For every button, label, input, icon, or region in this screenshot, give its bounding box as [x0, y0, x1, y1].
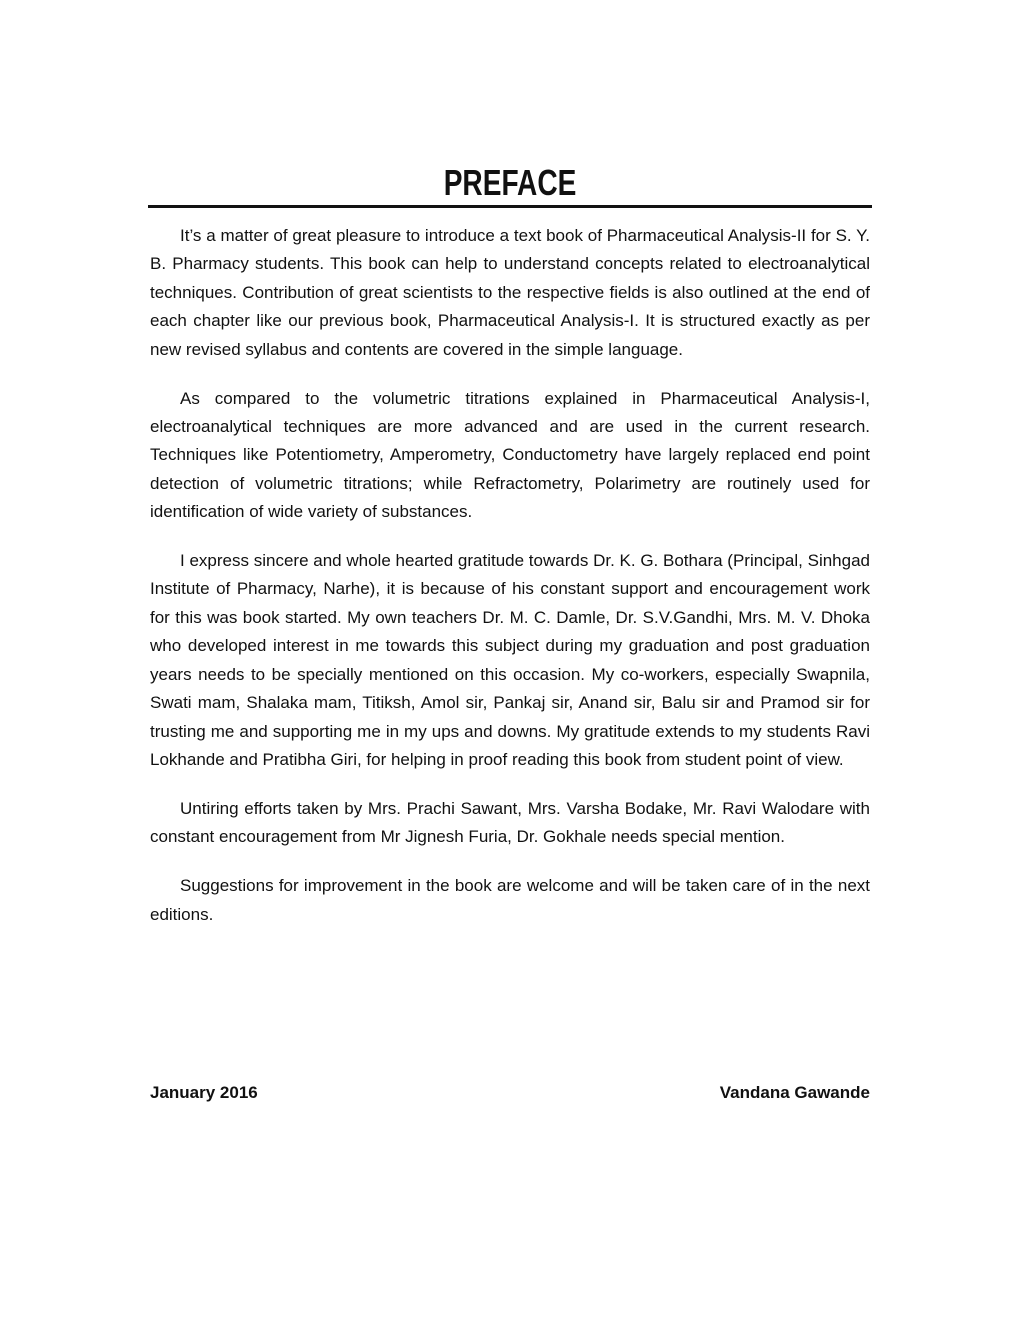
paragraph: Untiring efforts taken by Mrs. Prachi Sawant, Mrs. Varsha Bodake, Mr. Ravi Walodare with constant encouragement from Mr Jignesh Furia, Dr. Gokhale needs special mention. [150, 798, 870, 847]
paragraph: I express sincere and whole hearted gratitude towards Dr. K. G. Bothara (Principal, Sinhgad Institute of Pharmacy, Narhe), it is because of his constant support and encouragement work for this was book started. My own teachers Dr. M. C. Damle, Dr. S.V.Gandhi, Mrs. M. V. Dhoka who developed interest in me towards this subject during my graduation and post graduation years needs to be specially mentioned on this occasion. My co-workers, especially Swapnila, Swati mam, Shalaka mam, Titiksh, Amol sir, Pankaj sir, Anand sir, Balu sir and Pramod sir for trusting me and supporting me in my ups and downs. My gratitude extends to my students Ravi Lokhande and Pratibha Giri, for helping in proof reading this book from student point of view. [150, 551, 870, 769]
page-title: PREFACE [443, 162, 577, 203]
title-divider [148, 205, 872, 208]
paragraph: As compared to the volumetric titrations explained in Pharmaceutical Analysis-I, electroanalytical techniques are more advanced and are used in the current research. Techniques like Potentiometry, Amperometry, Conductometry have largely replaced end point detection of volumetric titrations; while Refractometry, Polarimetry are routinely used for identification of wide variety of substances. [150, 388, 870, 522]
paragraph: It’s a matter of great pleasure to introduce a text book of Pharmaceutical Analysis-II for S. Y. B. Pharmacy students. This book can help to understand concepts related to electroanalytical techniques. Contribution of great scientists to the respective fields is also outlined at the end of each chapter like our previous book, Pharmaceutical Analysis-I. It is structured exactly as per new revised syllabus and contents are covered in the simple language. [150, 226, 870, 359]
paragraph: Suggestions for improvement in the book are welcome and will be taken care of in the next editions. [150, 876, 870, 924]
preface-body [150, 222, 870, 949]
signature-line [150, 1083, 870, 1103]
date: January 2016 [150, 1083, 258, 1102]
author-name: Vandana Gawande [719, 1083, 870, 1102]
page-title-container [0, 163, 1020, 203]
